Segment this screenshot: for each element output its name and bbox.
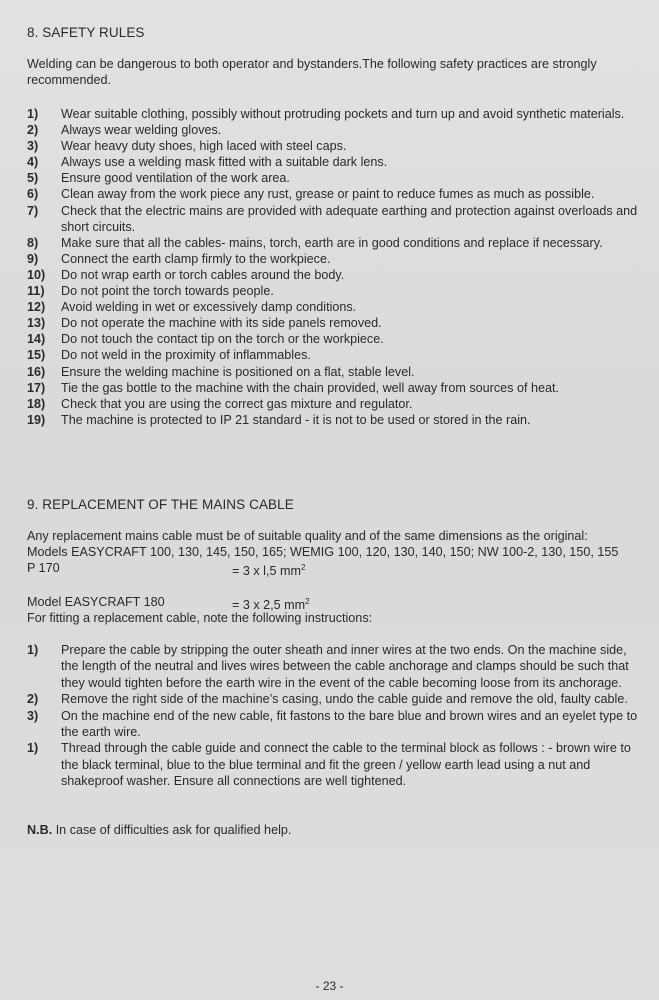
list-item-text: Do not weld in the proximity of inflammables. (61, 348, 311, 363)
list-item-number: 14) (27, 332, 46, 347)
list-item-text: Do not wrap earth or torch cables around the body. (61, 267, 345, 282)
list-item-number: 11) (27, 284, 45, 299)
safety-rule-item (27, 235, 647, 251)
list-item-text: Wear heavy duty shoes, high laced with steel caps. (61, 139, 347, 154)
list-item-number: 3) (27, 708, 39, 723)
list-item-text: Make sure that all the cables- mains, torch, earth are in good conditions and replace if necessary. (61, 235, 603, 250)
models-line: Models EASYCRAFT 100, 130, 145, 150, 165; WEMIG 100, 120, 130, 140, 150; NW 100-2, 130, 150, 155 (27, 545, 619, 559)
list-item-number: 7) (27, 203, 39, 218)
list-item-number: 17) (27, 380, 46, 395)
list-item-text: Thread through the cable guide and connect the cable to the terminal block as follows : - brown wire to the black terminal, blue to the blue terminal and fit the green / yellow earth lead using a nut and shakeproof washer. Ensure all connections are well tightened. (61, 741, 631, 789)
safety-rule-item (27, 203, 647, 235)
list-item-text: Check that the electric mains are provided with adequate earthing and protection against overloads and short circuits. (61, 203, 638, 234)
list-item-number: 16) (27, 364, 46, 379)
list-item-text: Prepare the cable by stripping the outer sheath and inner wires at the two ends. On the machine side, the length of the neutral and lives wires between the cable anchorage and clamps should be such that they would tighten before the earth wire in the event of the cable becoming loose from its anchorage. (61, 643, 629, 690)
list-item-number: 3) (27, 139, 39, 154)
safety-rule-item (27, 154, 647, 170)
replacement-step-item (27, 708, 647, 741)
model-180-label: Model EASYCRAFT 180 (27, 595, 165, 609)
list-item-text: Clean away from the work piece any rust, grease or paint to reduce fumes as much as possible. (61, 187, 595, 202)
safety-rule-item (27, 380, 647, 396)
models-value: = 3 x l,5 $mm^2$ (232, 563, 306, 579)
list-item-text: Do not touch the contact tip on the torch or the workpiece. (61, 332, 384, 347)
replacement-step-item (27, 691, 647, 707)
safety-rules-heading: 8. SAFETY RULES (27, 25, 145, 40)
list-item-text: Remove the right side of the machine’s casing, undo the cable guide and remove the old, faulty cable. (61, 692, 628, 707)
list-item-text: On the machine end of the new cable, fit fastons to the bare blue and brown wires and an eyelet type to the earth wire. (61, 708, 638, 740)
nb-note (27, 822, 645, 838)
list-item-text: Do not operate the machine with its side panels removed. (61, 316, 382, 331)
list-item-text: Avoid welding in wet or excessively damp conditions. (61, 300, 357, 315)
list-item-number: 1) (27, 741, 39, 756)
list-item-number: 18) (27, 396, 46, 411)
safety-rule-item (27, 106, 647, 122)
nb-label: N.B. (27, 823, 53, 837)
list-item-text: Do not point the torch towards people. (61, 284, 274, 299)
safety-rules-list (27, 106, 647, 428)
list-item-number: 13) (27, 316, 46, 331)
safety-rule-item (27, 347, 647, 363)
fitting-note: For fitting a replacement cable, note the following instructions: (27, 611, 373, 625)
model-180-spec (27, 594, 310, 613)
safety-rule-item (27, 186, 647, 202)
list-item-text: Always wear welding gloves. (61, 123, 222, 138)
list-item-text: Wear suitable clothing, possibly without protruding pockets and turn up and avoid synthetic materials. (61, 107, 625, 121)
page-number: - 23 - (315, 979, 344, 993)
list-item-number: 15) (27, 348, 46, 363)
list-item-number: 4) (27, 155, 39, 170)
safety-rule-item (27, 251, 647, 267)
replacement-heading: 9. REPLACEMENT OF THE MAINS CABLE (27, 497, 294, 512)
models-spec (27, 560, 306, 579)
safety-rule-item (27, 122, 647, 138)
replacement-step-item (27, 642, 647, 691)
replacement-steps-list (27, 642, 647, 790)
list-item-number: 12) (27, 300, 46, 315)
list-item-text: Always use a welding mask fitted with a suitable dark lens. (61, 155, 388, 170)
list-item-number: 2) (27, 692, 39, 707)
safety-rule-item (27, 299, 647, 315)
list-item-text: Tie the gas bottle to the machine with the chain provided, well away from sources of heat. (61, 380, 559, 395)
safety-rule-item (27, 138, 647, 154)
models-tail: P 170 (27, 561, 60, 575)
safety-rule-item (27, 396, 647, 412)
list-item-number: 9) (27, 251, 39, 266)
safety-rule-item (27, 170, 647, 186)
list-item-number: 1) (27, 643, 39, 657)
list-item-number: 19) (27, 412, 46, 427)
safety-intro: Welding can be dangerous to both operator and bystanders.The following safety practices are strongly recommended. (27, 57, 597, 87)
replacement-intro: Any replacement mains cable must be of suitable quality and of the same dimensions as the original: (27, 529, 588, 543)
safety-rule-item (27, 412, 647, 428)
list-item-number: 6) (27, 187, 39, 202)
list-item-number: 10) (27, 267, 46, 282)
list-item-text: Ensure the welding machine is positioned on a flat, stable level. (61, 364, 415, 379)
safety-rule-item (27, 283, 647, 299)
nb-text: In case of difficulties ask for qualified help. (55, 823, 292, 837)
list-item-number: 5) (27, 171, 39, 186)
list-item-number: 2) (27, 123, 39, 138)
safety-rule-item (27, 364, 647, 380)
safety-rule-item (27, 331, 647, 347)
list-item-text: Connect the earth clamp firmly to the workpiece. (61, 251, 331, 266)
replacement-step-item (27, 740, 647, 789)
list-item-number: 8) (27, 235, 39, 250)
model-180-value: = 3 x 2,5 $mm^2$ (232, 597, 310, 613)
safety-rule-item (27, 315, 647, 331)
list-item-number: 1) (27, 107, 39, 121)
list-item-text: Ensure good ventilation of the work area. (61, 171, 290, 186)
list-item-text: Check that you are using the correct gas mixture and regulator. (61, 396, 413, 411)
safety-rule-item (27, 267, 647, 283)
list-item-text: The machine is protected to IP 21 standard - it is not to be used or stored in the rain. (61, 412, 531, 427)
